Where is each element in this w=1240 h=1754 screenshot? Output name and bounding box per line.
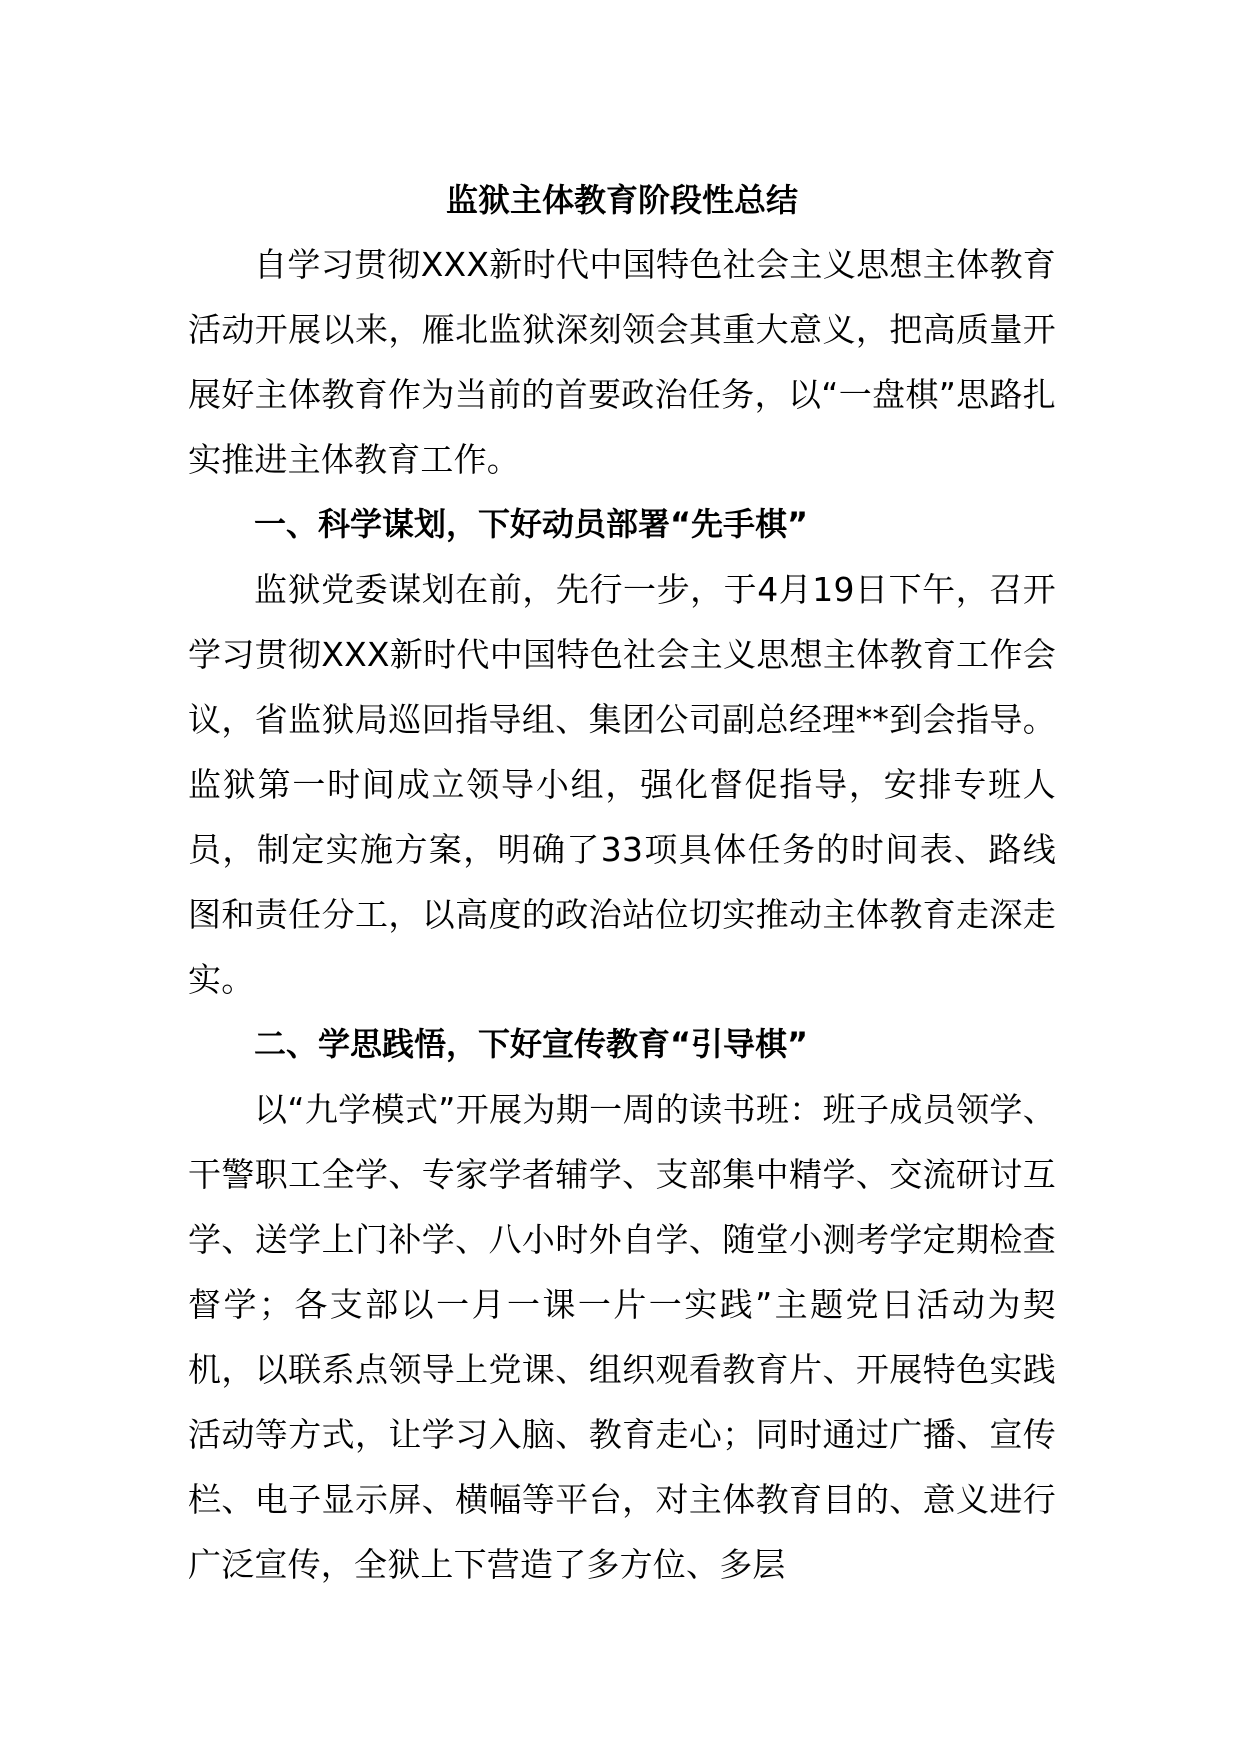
intro-paragraph: 自学习贯彻XXX新时代中国特色社会主义思想主体教育活动开展以来，雁北监狱深刻领会其重大意义，把高质量开展好主体教育作为当前的首要政治任务，以“一盘棋”思路扎实推进主体教育工作。: [188, 245, 1056, 479]
section-1-heading: 一、科学谋划，下好动员部署“先手棋”: [254, 505, 809, 543]
document-title: 监狱主体教育阶段性总结: [445, 181, 798, 219]
section-2-heading: 二、学思践悟，下好宣传教育“引导棋”: [254, 1025, 809, 1063]
section-1-paragraph: 监狱党委谋划在前，先行一步，于4月19日下午，召开学习贯彻XXX新时代中国特色社会主义思想主体教育工作会议，省监狱局巡回指导组、集团公司副总经理**到会指导。监狱第一时间成立领导小组，强化督促指导，安排专班人员，制定实施方案，明确了33项具体任务的时间表、路线图和责任分工，以高度的政治站位切实推动主体教育走深走实。: [188, 570, 1056, 999]
document-page: [188, 168, 1056, 1597]
section-2-paragraph: 以“九学模式”开展为期一周的读书班：班子成员领学、干警职工全学、专家学者辅学、支部集中精学、交流研讨互学、送学上门补学、八小时外自学、随堂小测考学定期检查督学；各支部以一月一课一片一实践”主题党日活动为契机，以联系点领导上党课、组织观看教育片、开展特色实践活动等方式，让学习入脑、教育走心；同时通过广播、宣传栏、电子显示屏、横幅等平台，对主体教育目的、意义进行广泛宣传，全狱上下营造了多方位、多层: [188, 1090, 1056, 1584]
